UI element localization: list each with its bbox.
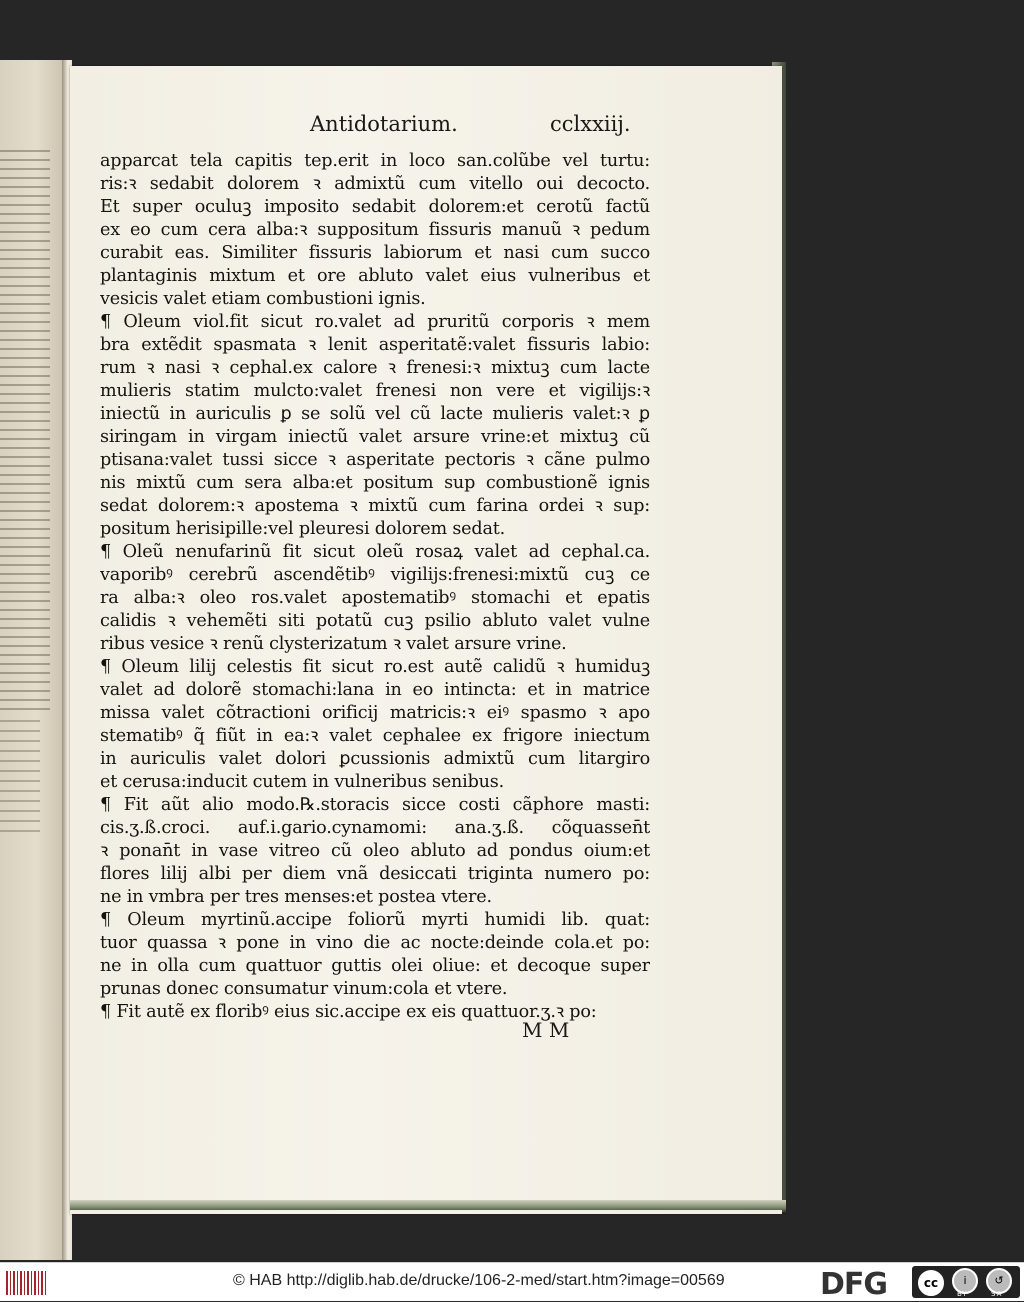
page-green-edge-bottom xyxy=(70,1200,786,1210)
page-header xyxy=(300,112,660,146)
text-line: ꝛ ponan̄t in vase vitreo cũ oleo abluto ad pondus oium:et xyxy=(100,841,650,861)
text-line: calidis ꝛ vehemẽti siti potatũ cuꝫ psilio abluto valet vulne xyxy=(100,611,650,631)
text-line: apparcat tela capitis tep.erit in loco san.colũbe vel turtu: xyxy=(100,151,650,171)
text-line: positum herisipille:vel pleuresi dolorem sedat. xyxy=(100,519,506,539)
text-line: ne in olla cum quattuor guttis olei oliue: et decoque super xyxy=(100,956,650,976)
text-line: iniectũ in auriculis ꝑ se solũ vel cũ lacte mulieris valet:ꝛ ꝑ xyxy=(100,404,650,424)
text-line: ¶ Oleum viol.fit sicut ro.valet ad pruritũ corporis ꝛ mem xyxy=(100,312,650,332)
text-line: rum ꝛ nasi ꝛ cephal.ex calore ꝛ frenesi:ꝛ mixtuꝫ cum lacte xyxy=(100,358,650,378)
by-attribution-icon: i xyxy=(952,1268,978,1294)
library-logo-icon xyxy=(6,1271,46,1295)
left-page-text-bleed xyxy=(0,150,50,710)
signature-mark: M M xyxy=(522,1018,570,1042)
text-line: cis.ʒ.ß.croci. auf.i.gario.cynamomi: ana.ʒ.ß. cõquassen̄t xyxy=(100,818,650,838)
text-line: plantaginis mixtum et ore abluto valet eius vulneribus et xyxy=(100,266,650,286)
text-line: sedat dolorem:ꝛ apostema ꝛ mixtũ cum farina ordei ꝛ sup: xyxy=(100,496,650,516)
cc-license-badge[interactable] xyxy=(912,1266,1020,1298)
text-line: valet ad dolorẽ stomachi:lana in eo intincta: et in matrice xyxy=(100,680,650,700)
text-line: in auriculis valet dolori ꝑcussionis admixtũ cum litargiro xyxy=(100,749,650,769)
text-line: ptisana:valet tussi sicce ꝛ asperitate pectoris ꝛ cãne pulmo xyxy=(100,450,650,470)
text-line: flores lilij albi per diem vnã desiccati triginta numero po: xyxy=(100,864,650,884)
text-line: vaporibꝰ cerebrũ ascendẽtibꝰ vigilijs:frenesi:mixtũ cuꝫ ce xyxy=(100,565,650,585)
text-line: ¶ Oleũ nenufarinũ fit sicut oleũ rosaꝝ valet ad cephal.ca. xyxy=(100,542,650,562)
share-alike-icon: ↺ xyxy=(986,1268,1012,1294)
text-line: ribus vesice ꝛ renũ clysterizatum ꝛ valet arsure vrine. xyxy=(100,634,567,654)
text-line: mulieris statim mulcto:valet frenesi non vere et vigilijs:ꝛ xyxy=(100,381,650,401)
text-line: ris:ꝛ sedabit dolorem ꝛ admixtũ cum vitello oui decocto. xyxy=(100,174,650,194)
text-line: curabit eas. Similiter fissuris labiorum et nasi cum succo xyxy=(100,243,650,263)
copyright-link[interactable]: © HAB http://diglib.hab.de/drucke/106-2-med/start.htm?image=00569 xyxy=(233,1272,725,1289)
text-line: stematibꝰ q̃ fiũt in ea:ꝛ valet cephalee ex frigore iniectum xyxy=(100,726,650,746)
left-page-text-bleed-lower xyxy=(0,720,40,840)
page-text-block xyxy=(100,150,650,1024)
text-line: Et super oculuꝫ imposito sedabit dolorem:et cerotũ factũ xyxy=(100,197,650,217)
text-line: ¶ Oleum myrtinũ.accipe foliorũ myrti humidi lib. quat: xyxy=(100,910,650,930)
text-line: prunas donec consumatur vinum:cola et vtere. xyxy=(100,979,508,999)
text-line: ex eo cum cera alba:ꝛ suppositum fissuris manuũ ꝛ pedum xyxy=(100,220,650,240)
by-label: BY xyxy=(957,1290,968,1298)
dfg-logo[interactable]: DFG xyxy=(820,1267,888,1302)
text-line: siringam in virgam iniectũ valet arsure vrine:et mixtuꝫ cũ xyxy=(100,427,650,447)
text-line: ¶ Fit aũt alio modo.℞.storacis sicce costi cãphore masti: xyxy=(100,795,650,815)
text-line: tuor quassa ꝛ pone in vino die ac nocte:deinde cola.et po: xyxy=(100,933,650,953)
viewer-footer xyxy=(0,1262,1024,1301)
text-line: bra extẽdit spasmata ꝛ lenit asperitatẽ:valet fissuris labio: xyxy=(100,335,650,355)
cc-icon: cc xyxy=(916,1268,946,1298)
text-line: vesicis valet etiam combustioni ignis. xyxy=(100,289,426,309)
text-line: missa valet cõtractioni orificij matricis:ꝛ eiꝰ spasmo ꝛ apo xyxy=(100,703,650,723)
text-line: ra alba:ꝛ oleo ros.valet apostematibꝰ stomachi et epatis xyxy=(100,588,650,608)
folio-number: cclxxiij. xyxy=(550,112,631,136)
text-line: et cerusa:inducit cutem in vulneribus senibus. xyxy=(100,772,505,792)
text-line: ne in vmbra per tres menses:et postea vtere. xyxy=(100,887,492,907)
text-line: nis mixtũ cum sera alba:et positum sup combustionẽ ignis xyxy=(100,473,650,493)
text-line: ¶ Fit autẽ ex floribꝰ eius sic.accipe ex eis quattuor.ʒ.ꝛ po: xyxy=(100,1002,597,1022)
left-page-edge xyxy=(0,60,66,1260)
text-line: ¶ Oleum lilij celestis fit sicut ro.est autẽ calidũ ꝛ humiduꝫ xyxy=(100,657,650,677)
running-title: Antidotarium. xyxy=(310,112,458,136)
sa-label: SA xyxy=(991,1290,1003,1298)
